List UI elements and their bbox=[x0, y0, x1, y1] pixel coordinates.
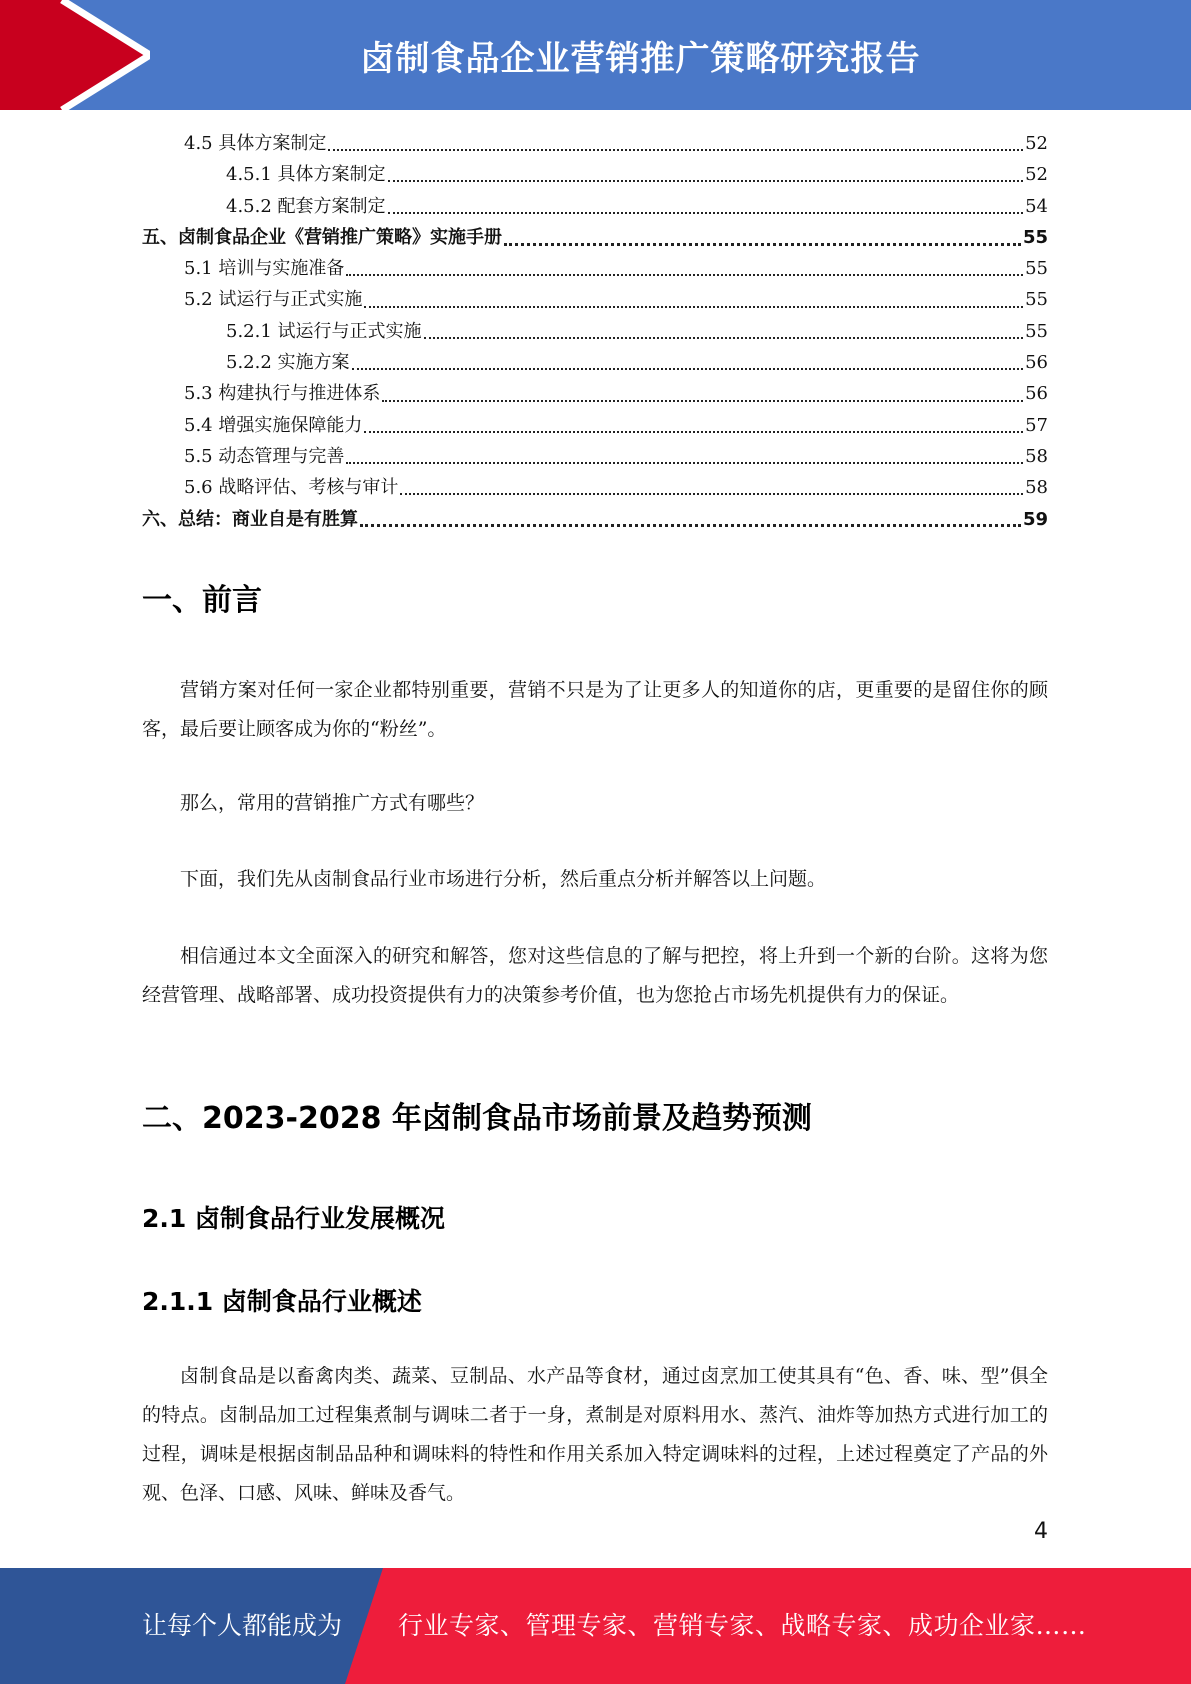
toc-leader-dots bbox=[388, 211, 1024, 214]
footer-slogan-left: 让每个人都能成为 bbox=[142, 1611, 343, 1640]
toc-leader-dots bbox=[364, 430, 1023, 433]
section-heading-preface: 一、前言 bbox=[142, 583, 262, 618]
toc-entry-page: 54 bbox=[1025, 195, 1048, 217]
toc-leader-dots bbox=[346, 461, 1023, 464]
toc-entry-page: 56 bbox=[1025, 383, 1048, 405]
toc-entry-page: 55 bbox=[1025, 289, 1048, 311]
paragraph: 卤制食品是以畜禽肉类、蔬菜、豆制品、水产品等食材，通过卤烹加工使其具有“色、香、味、型”俱全的特点。卤制品加工过程集煮制与调味二者于一身，煮制是对原料用水、蒸汽、油炸等加热方式进行加工的过程，调味是根据卤制品品种和调味料的特性和作用关系加入特定调味料的过程，上述过程奠定了产品的外观、色泽、口感、风味、鲜味及香气。 bbox=[142, 1365, 1048, 1504]
toc-leader-dots bbox=[400, 492, 1023, 495]
toc-entry-page: 52 bbox=[1025, 133, 1048, 154]
toc-leader-dots bbox=[504, 242, 1021, 246]
table-of-contents bbox=[142, 128, 1048, 535]
paragraph: 相信通过本文全面深入的研究和解答，您对这些信息的了解与把控，将上升到一个新的台阶。这将为您经营管理、战略部署、成功投资提供有力的决策参考价值，也为您抢占市场先机提供有力的保证。 bbox=[142, 945, 1048, 1006]
toc-entry-page: 55 bbox=[1025, 258, 1048, 280]
toc-entry-page: 55 bbox=[1022, 226, 1048, 248]
toc-entry-title: 5.5 动态管理与完善 bbox=[184, 445, 345, 467]
toc-entry-title: 5.1 培训与实施准备 bbox=[184, 258, 345, 280]
toc-entry-page: 55 bbox=[1025, 320, 1048, 342]
toc-entry-title: 5.6 战略评估、考核与审计 bbox=[184, 477, 399, 499]
toc-entry-page: 57 bbox=[1025, 414, 1048, 436]
toc-entry[interactable] bbox=[142, 504, 1048, 535]
toc-entry-page: 56 bbox=[1025, 352, 1048, 374]
footer-slogan-right: 行业专家、管理专家、营销专家、战略专家、成功企业家…… bbox=[398, 1611, 1087, 1640]
toc-entry[interactable] bbox=[142, 253, 1048, 284]
toc-entry[interactable] bbox=[142, 441, 1048, 472]
report-title: 卤制食品企业营销推广策略研究报告 bbox=[360, 38, 921, 79]
subsection-heading-2-1-1: 2.1.1 卤制食品行业概述 bbox=[142, 1287, 422, 1316]
toc-entry[interactable] bbox=[142, 347, 1048, 378]
toc-entry-title: 五、卤制食品企业《营销推广策略》实施手册 bbox=[142, 226, 502, 248]
page-footer bbox=[0, 1568, 1191, 1684]
page-number: 4 bbox=[1034, 1519, 1048, 1544]
toc-entry-page: 52 bbox=[1025, 164, 1048, 186]
toc-entry-title: 5.2.2 实施方案 bbox=[226, 352, 350, 374]
toc-leader-dots bbox=[346, 273, 1023, 276]
toc-entry-page: 59 bbox=[1022, 508, 1048, 530]
paragraph: 下面，我们先从卤制食品行业市场进行分析，然后重点分析并解答以上问题。 bbox=[180, 868, 827, 890]
toc-leader-dots bbox=[364, 305, 1023, 308]
toc-leader-dots bbox=[328, 148, 1023, 151]
toc-entry[interactable] bbox=[142, 222, 1048, 253]
section-heading-trend: 二、2023-2028 年卤制食品市场前景及趋势预测 bbox=[142, 1101, 812, 1136]
toc-entry-title: 六、总结：商业自是有胜算 bbox=[142, 508, 358, 530]
subsection-heading-2-1: 2.1 卤制食品行业发展概况 bbox=[142, 1204, 445, 1233]
toc-leader-dots bbox=[360, 523, 1021, 527]
toc-leader-dots bbox=[382, 399, 1023, 402]
toc-entry[interactable] bbox=[142, 159, 1048, 190]
toc-entry-title: 4.5.1 具体方案制定 bbox=[226, 164, 386, 186]
toc-leader-dots bbox=[352, 367, 1024, 370]
toc-leader-dots bbox=[424, 336, 1024, 339]
toc-entry-title: 5.2.1 试运行与正式实施 bbox=[226, 320, 422, 342]
toc-leader-dots bbox=[388, 179, 1024, 182]
toc-entry-title: 5.3 构建执行与推进体系 bbox=[184, 383, 381, 405]
paragraph: 那么，常用的营销推广方式有哪些？ bbox=[180, 792, 485, 814]
toc-entry-page: 58 bbox=[1025, 477, 1048, 499]
toc-entry[interactable] bbox=[142, 316, 1048, 347]
toc-entry[interactable] bbox=[142, 378, 1048, 409]
paragraph: 营销方案对任何一家企业都特别重要，营销不只是为了让更多人的知道你的店，更重要的是留住你的顾客，最后要让顾客成为你的“粉丝”。 bbox=[142, 679, 1048, 740]
toc-entry[interactable] bbox=[142, 410, 1048, 441]
toc-entry-title: 5.2 试运行与正式实施 bbox=[184, 289, 363, 311]
page-header bbox=[0, 0, 1191, 110]
toc-entry-page: 58 bbox=[1025, 445, 1048, 467]
toc-entry-title: 4.5 具体方案制定 bbox=[184, 133, 327, 154]
toc-entry[interactable] bbox=[142, 191, 1048, 222]
toc-entry[interactable] bbox=[142, 284, 1048, 315]
toc-entry-title: 5.4 增强实施保障能力 bbox=[184, 414, 363, 436]
toc-entry[interactable] bbox=[142, 128, 1048, 159]
toc-entry-title: 4.5.2 配套方案制定 bbox=[226, 195, 386, 217]
header-arrow-logo bbox=[0, 0, 150, 110]
toc-entry[interactable] bbox=[142, 472, 1048, 503]
